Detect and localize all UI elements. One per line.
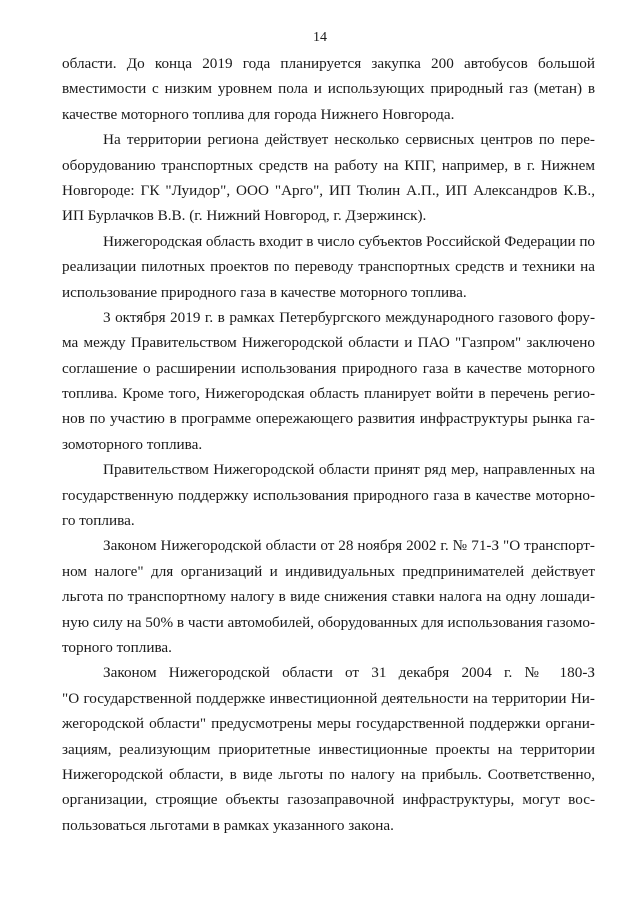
text-line: нов по участию в программе опережающего развития инфраструктуры рынка га- <box>62 410 595 428</box>
text-line: области. До конца 2019 года планируется закупка 200 автобусов большой <box>62 55 595 72</box>
text-line: ном налоге" для организаций и индивидуальных предпринимателей действует <box>62 562 595 580</box>
text-line: На территории региона действует несколько сервисных центров по пере- <box>103 131 595 149</box>
text-line: зациям, реализующим приоритетные инвестиционные проекты на территории <box>62 740 595 758</box>
text-line: топлива. Кроме того, Нижегородская область планирует войти в перечень регио- <box>62 385 595 403</box>
text-line: Нижегородской области, в виде льготы по налогу на прибыль. Соответственно, <box>62 765 595 783</box>
text-line: "О государственной поддержке инвестиционной деятельности на территории Ни- <box>62 689 595 707</box>
document-body <box>62 51 595 838</box>
text-line: го топлива. <box>62 512 135 530</box>
text-line: оборудованию транспортных средств на работу на КПГ, например, в г. Нижнем <box>62 156 595 174</box>
text-line: торного топлива. <box>62 638 172 656</box>
text-line: ИП Бурлачков В.В. (г. Нижний Новгород, г. Дзержинск). <box>62 207 427 225</box>
text-line: реализации пилотных проектов по переводу транспортных средств и техники на <box>62 258 595 276</box>
text-line: ную силу на 50% в части автомобилей, оборудованных для использования газомо- <box>62 613 596 631</box>
text-line: жегородской области" предусмотрены меры государственной поддержки органи- <box>62 715 595 733</box>
text-line: Новгороде: ГК "Луидор", ООО "Арго", ИП Тюлин А.П., ИП Александров К.В., <box>62 181 595 199</box>
text-line: зомоторного топлива. <box>62 435 203 453</box>
page-number: 14 <box>313 30 327 45</box>
text-line: вместимости с низким уровнем пола и использующих природный газ (метан) в <box>62 80 595 98</box>
text-line: соглашение о расширении использования природного газа в качестве моторного <box>62 359 595 377</box>
text-line: использование природного газа в качестве моторного топлива. <box>62 283 467 301</box>
text-line: льгота по транспортному налогу в виде снижения ставки налога на одну лошади- <box>62 588 595 606</box>
text-line: Правительством Нижегородской области принят ряд мер, направленных на <box>103 461 595 479</box>
text-line: Нижегородская область входит в число субъектов Российской Федерации по <box>103 232 595 250</box>
text-line: ма между Правительством Нижегородской области и ПАО "Газпром" заключено <box>62 334 595 352</box>
text-line: 3 октября 2019 г. в рамках Петербургского международного газового фору- <box>103 308 595 326</box>
text-line: государственную поддержку использования природного газа в качестве моторно- <box>62 486 595 504</box>
text-line: организации, строящие объекты газозаправочной инфраструктуры, могут вос- <box>62 791 595 809</box>
text-line: Законом Нижегородской области от 31 декабря 2004 г. № 180-З <box>103 664 595 682</box>
text-line: пользоваться льготами в рамках указанного закона. <box>62 816 394 834</box>
text-line: качестве моторного топлива для города Нижнего Новгорода. <box>62 105 455 123</box>
text-line: Законом Нижегородской области от 28 ноября 2002 г. № 71-З "О транспорт- <box>103 537 595 555</box>
